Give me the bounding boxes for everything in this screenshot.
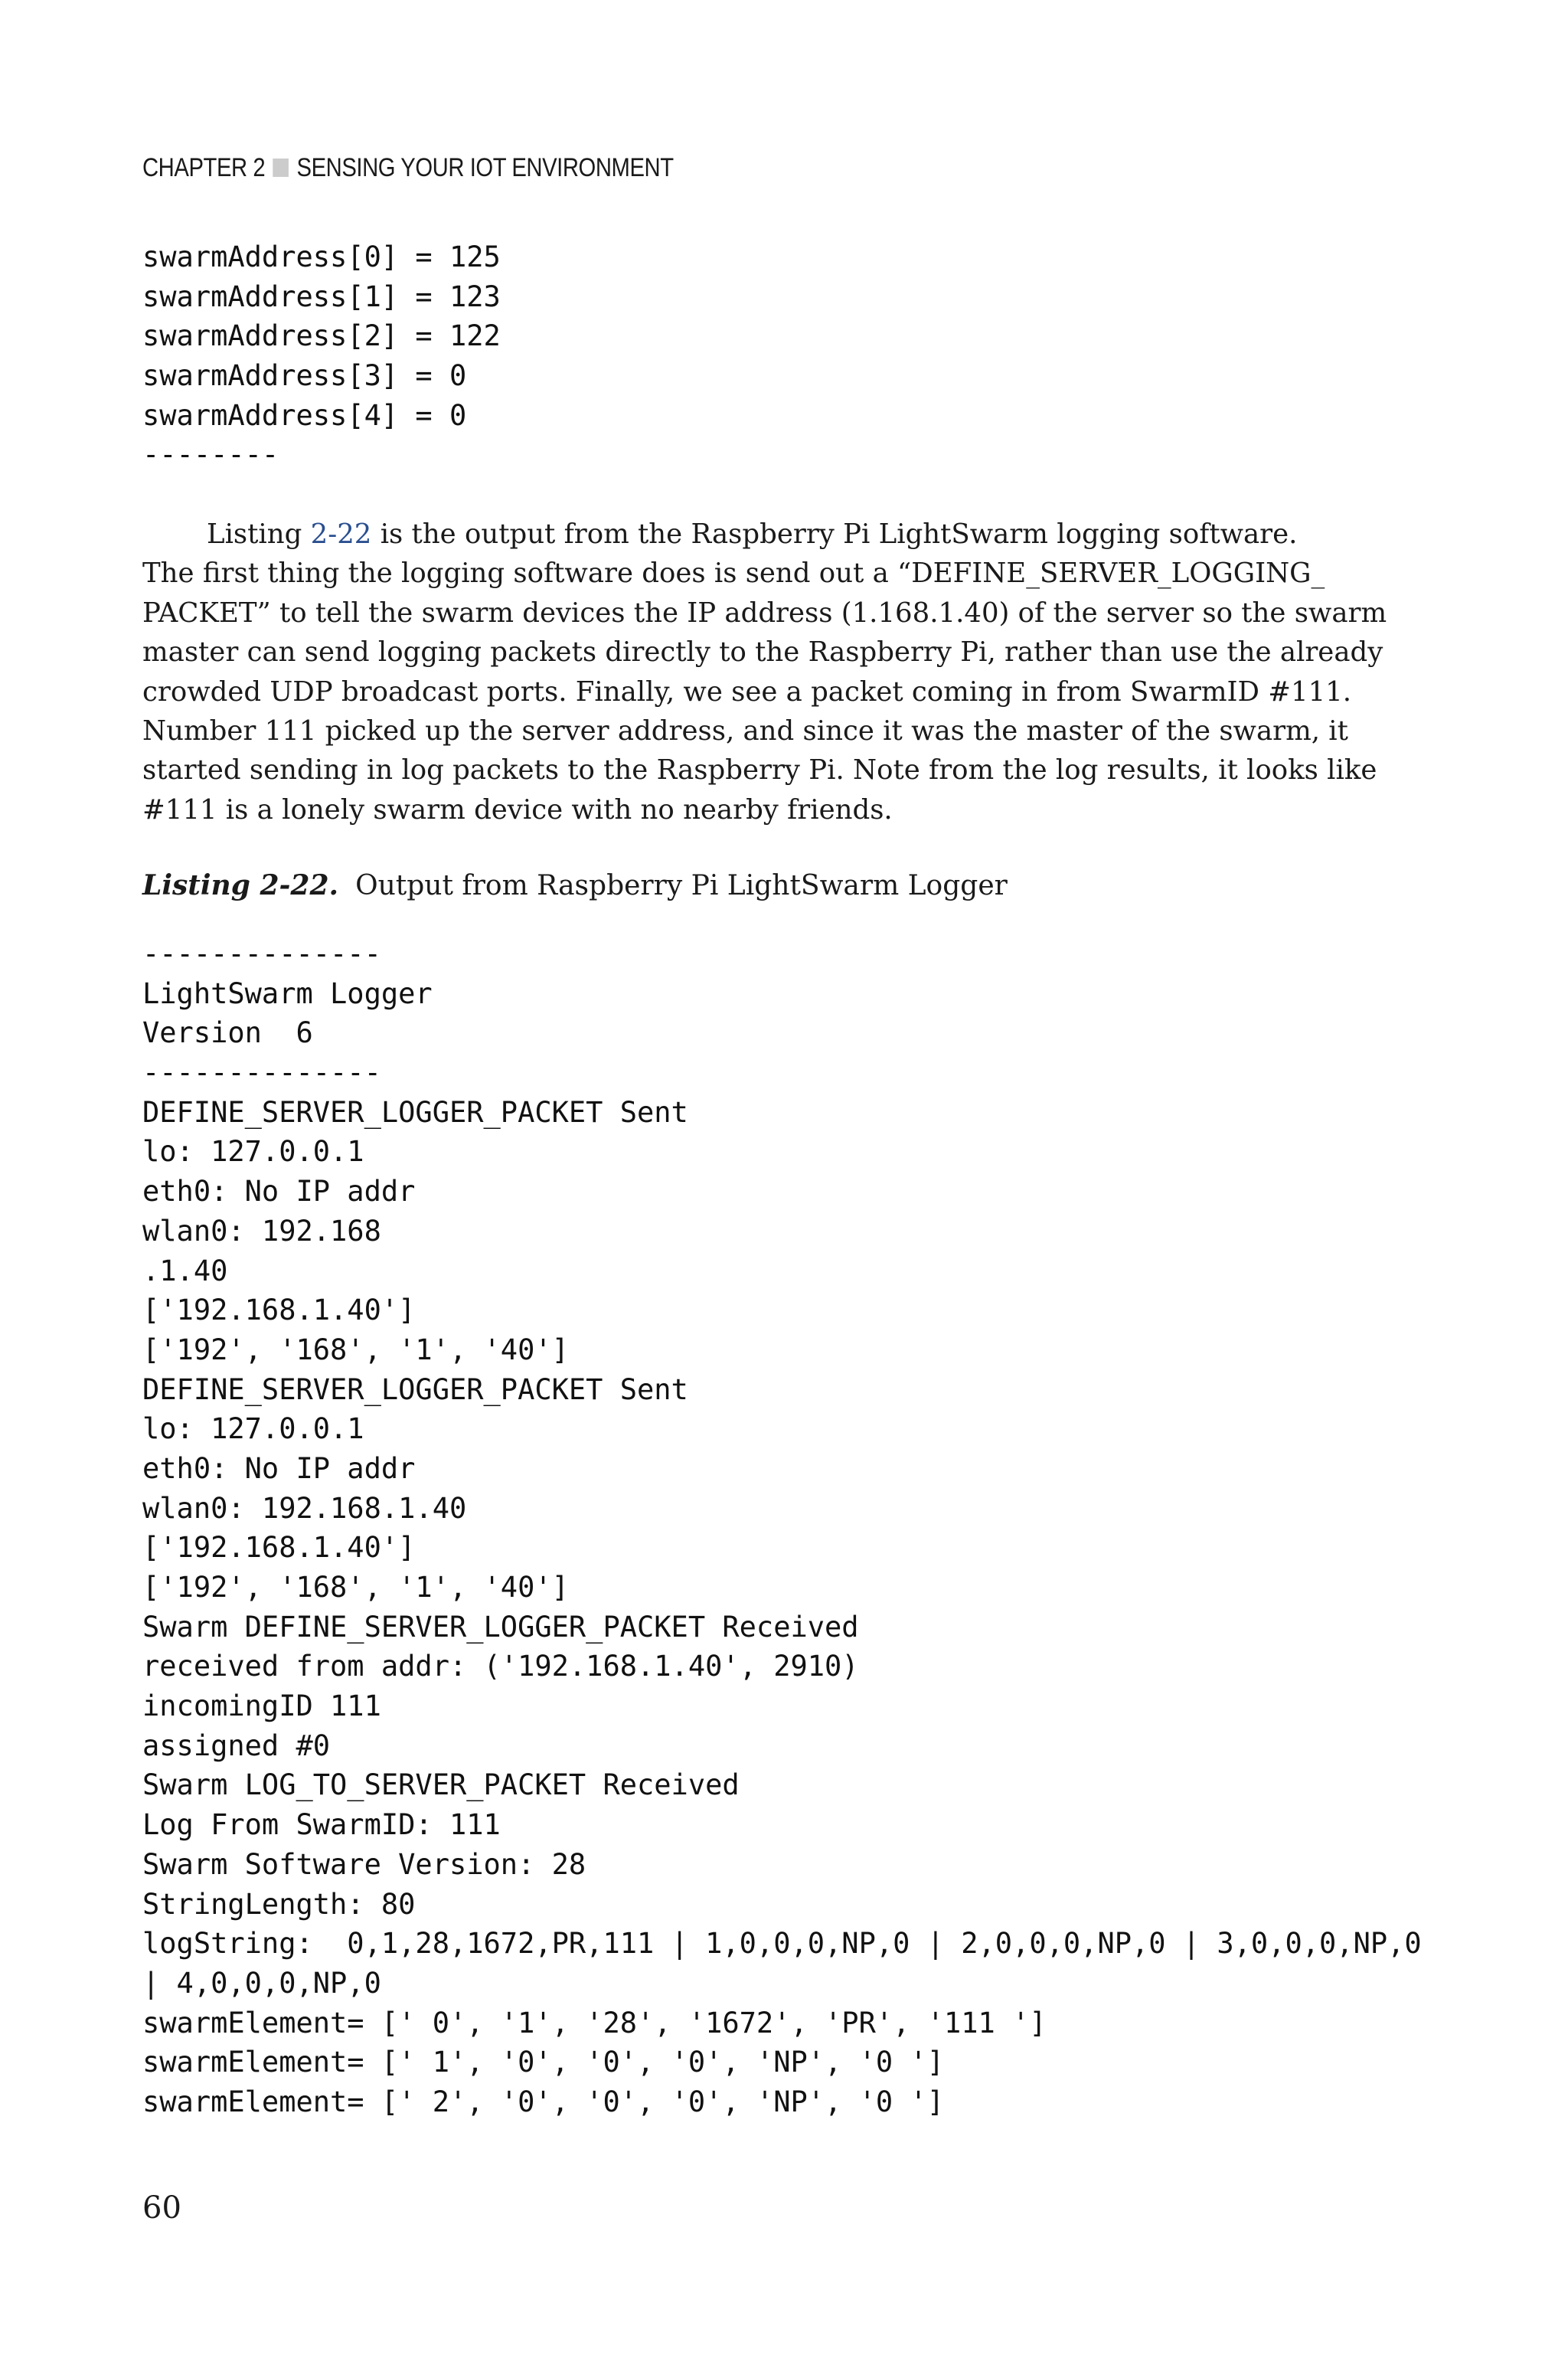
paragraph-line: crowded UDP broadcast ports. Finally, we see a packet coming in from SwarmID #111. xyxy=(142,675,1352,708)
code-line: wlan0: 192.168 xyxy=(142,1214,381,1248)
code-line: wlan0: 192.168.1.40 xyxy=(142,1491,467,1525)
caption-label: Listing 2-22. xyxy=(142,869,339,901)
code-line: ['192', '168', '1', '40'] xyxy=(142,1333,569,1366)
code-line: swarmAddress[0] = 125 xyxy=(142,240,501,273)
code-line: swarmAddress[4] = 0 xyxy=(142,398,467,432)
code-line: ['192', '168', '1', '40'] xyxy=(142,1571,569,1604)
code-line: -------------- xyxy=(142,1056,381,1090)
code-line: DEFINE_SERVER_LOGGER_PACKET Sent xyxy=(142,1095,688,1129)
paragraph-line: #111 is a lonely swarm device with no nearby friends. xyxy=(142,793,893,826)
paragraph-line: Number 111 picked up the server address, and since it was the master of the swarm, it xyxy=(142,715,1348,747)
paragraph-line: master can send logging packets directly to the Raspberry Pi, rather than use the already xyxy=(142,636,1383,669)
code-line: .1.40 xyxy=(142,1254,228,1287)
code-line: swarmElement= [' 0', '1', '28', '1672', 'PR', '111 '] xyxy=(142,2006,1047,2039)
code-line: lo: 127.0.0.1 xyxy=(142,1135,364,1169)
code-line: StringLength: 80 xyxy=(142,1887,416,1921)
code-line: logString: 0,1,28,1672,PR,111 | 1,0,0,0,NP,0 | 2,0,0,0,NP,0 | 3,0,0,0,NP,0 xyxy=(142,1927,1422,1961)
chapter-label: CHAPTER 2 xyxy=(142,153,266,182)
code-line: DEFINE_SERVER_LOGGER_PACKET Sent xyxy=(142,1372,688,1406)
code-line: ['192.168.1.40'] xyxy=(142,1294,416,1327)
running-header xyxy=(142,153,674,183)
listing-caption xyxy=(142,869,1008,901)
code-line: | 4,0,0,0,NP,0 xyxy=(142,1966,381,2000)
code-line: swarmAddress[3] = 0 xyxy=(142,359,467,393)
paragraph-text: Listing xyxy=(207,518,311,550)
code-line: swarmElement= [' 1', '0', '0', '0', 'NP', '0 '] xyxy=(142,2046,944,2079)
code-line: eth0: No IP addr xyxy=(142,1175,416,1209)
code-line: Version 6 xyxy=(142,1016,313,1050)
code-line: Swarm LOG_TO_SERVER_PACKET Received xyxy=(142,1768,740,1802)
code-line: -------- xyxy=(142,438,279,472)
code-line: lo: 127.0.0.1 xyxy=(142,1412,364,1446)
code-line: swarmAddress[1] = 123 xyxy=(142,280,501,313)
code-line: Swarm DEFINE_SERVER_LOGGER_PACKET Received xyxy=(142,1610,859,1644)
chapter-title: SENSING YOUR IOT ENVIRONMENT xyxy=(296,153,674,182)
body-paragraph xyxy=(142,515,1387,829)
code-line: swarmElement= [' 2', '0', '0', '0', 'NP', '0 '] xyxy=(142,2085,944,2118)
code-line: -------------- xyxy=(142,937,381,970)
code-line: ['192.168.1.40'] xyxy=(142,1531,416,1565)
paragraph-text: is the output from the Raspberry Pi LightSwarm logging software. xyxy=(371,518,1298,550)
code-line: Log From SwarmID: 111 xyxy=(142,1808,501,1842)
header-separator-square xyxy=(273,159,289,177)
code-line: LightSwarm Logger xyxy=(142,976,433,1010)
code-block-swarm-address xyxy=(142,237,501,475)
code-line: Swarm Software Version: 28 xyxy=(142,1847,586,1881)
code-block-logger-output xyxy=(142,934,1422,2122)
caption-text: Output from Raspberry Pi LightSwarm Logger xyxy=(355,870,1008,901)
code-line: incomingID 111 xyxy=(142,1689,381,1723)
paragraph-line: PACKET” to tell the swarm devices the IP address (1.168.1.40) of the server so the swarm xyxy=(142,597,1387,629)
listing-reference-link[interactable]: 2-22 xyxy=(310,518,372,550)
code-line: swarmAddress[2] = 122 xyxy=(142,319,501,353)
code-line: eth0: No IP addr xyxy=(142,1451,416,1485)
paragraph-line xyxy=(142,515,1360,554)
paragraph-line: started sending in log packets to the Raspberry Pi. Note from the log results, it looks like xyxy=(142,754,1377,787)
page-number: 60 xyxy=(142,2190,181,2226)
code-line: assigned #0 xyxy=(142,1729,331,1762)
paragraph-line: The first thing the logging software does is send out a “DEFINE_SERVER_LOGGING_ xyxy=(142,558,1325,590)
code-line: received from addr: ('192.168.1.40', 2910) xyxy=(142,1650,859,1683)
